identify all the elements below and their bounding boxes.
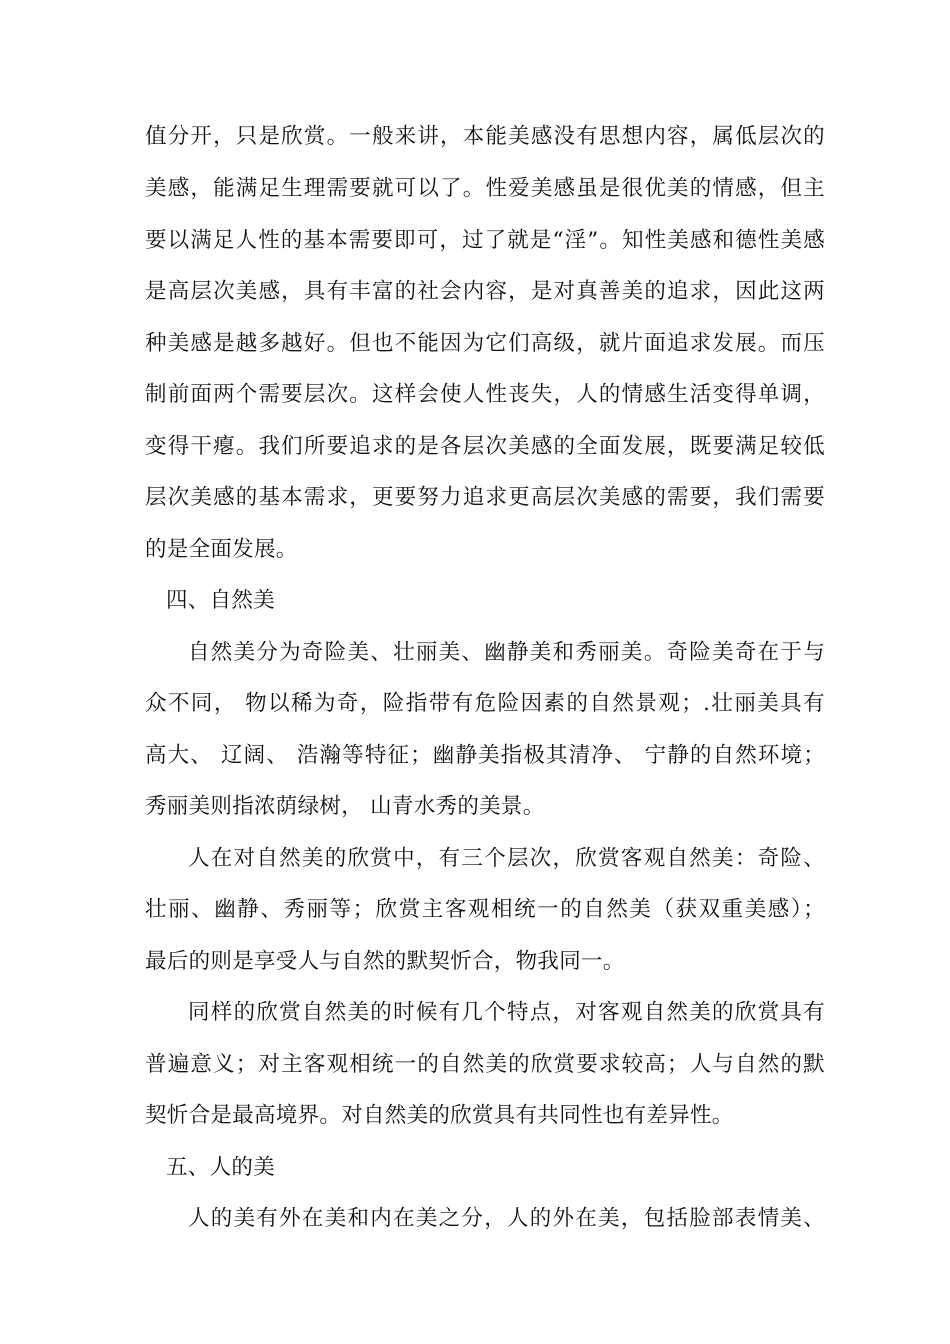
section-heading: 四、自然美 xyxy=(166,588,276,613)
paragraph-line: 人的美有外在美和内在美之分，人的外在美，包括脸部表情美、 xyxy=(188,1206,825,1231)
paragraph-line: 人在对自然美的欣赏中，有三个层次，欣赏客观自然美：奇险、 xyxy=(188,846,825,871)
paragraph-line: 契忻合是最高境界。对自然美的欣赏具有共同性也有差异性。 xyxy=(145,1103,734,1128)
paragraph-line: 高大、 辽阔、 浩瀚等特征；幽静美指极其清净、 宁静的自然环境； xyxy=(145,743,825,768)
paragraph-line: 壮丽、幽静、秀丽等；欣赏主客观相统一的自然美（获双重美感）； xyxy=(145,897,825,922)
paragraph-line: 众不同， 物以稀为奇，险指带有危险因素的自然景观；.壮丽美具有 xyxy=(145,691,825,716)
paragraph-line: 层次美感的基本需求，更要努力追求更高层次美感的需要，我们需要 xyxy=(145,485,825,510)
paragraph-line: 同样的欣赏自然美的时候有几个特点，对客观自然美的欣赏具有 xyxy=(188,1000,825,1025)
paragraph-line: 值分开，只是欣赏。一般来讲，本能美感没有思想内容，属低层次的 xyxy=(145,124,825,149)
paragraph-line: 种美感是越多越好。但也不能因为它们高级，就片面追求发展。而压 xyxy=(145,331,825,356)
paragraph-line: 美感，能满足生理需要就可以了。性爱美感虽是很优美的情感，但主 xyxy=(145,176,825,201)
paragraph-line: 普遍意义；对主客观相统一的自然美的欣赏要求较高；人与自然的默 xyxy=(145,1052,825,1077)
paragraph-line: 最后的则是享受人与自然的默契忻合，物我同一。 xyxy=(145,949,625,974)
paragraph-line: 自然美分为奇险美、壮丽美、幽静美和秀丽美。奇险美奇在于与 xyxy=(188,640,825,665)
paragraph-line: 秀丽美则指浓荫绿树， 山青水秀的美景。 xyxy=(145,794,545,819)
paragraph-line: 是高层次美感，具有丰富的社会内容，是对真善美的追求，因此这两 xyxy=(145,279,825,304)
section-heading: 五、人的美 xyxy=(166,1155,276,1180)
paragraph-line: 制前面两个需要层次。这样会使人性丧失，人的情感生活变得单调， xyxy=(145,382,825,407)
paragraph-line: 的是全面发展。 xyxy=(145,537,298,562)
paragraph-line: 要以满足人性的基本需要即可，过了就是“淫”。知性美感和德性美感 xyxy=(145,228,825,253)
paragraph-line: 变得干瘪。我们所要追求的是各层次美感的全面发展，既要满足较低 xyxy=(145,434,825,459)
